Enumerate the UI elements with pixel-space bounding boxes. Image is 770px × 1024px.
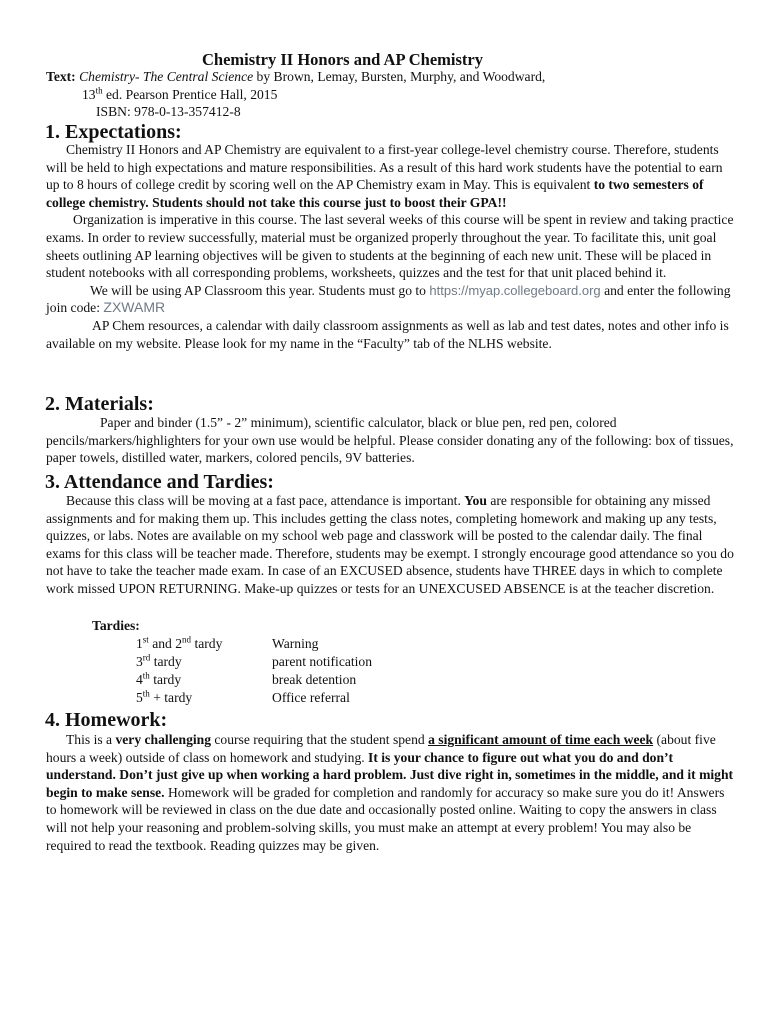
ordinal-suffix: th — [142, 670, 150, 681]
heading-text: Expectations: — [65, 121, 182, 143]
tardy-word: tardy — [191, 636, 223, 651]
paragraph-text: Chemistry II Honors and AP Chemistry are equivalent to a first-year college-level chemistry course. Therefore, students will be held to high expectations and mature responsibilities. As a result of this hard work students have the potential to earn up to 8 hours of college credit by scoring well on the AP Chemistry exam in May. This is equivalent — [46, 142, 723, 193]
ordinal-suffix: th — [142, 688, 150, 699]
paragraph-text: and enter the following join code: — [46, 282, 731, 316]
page-title: Chemistry II Honors and AP Chemistry — [202, 50, 483, 69]
ordinal-suffix: rd — [142, 652, 151, 663]
paragraph-text: Because this class will be moving at a fast pace, attendance is important. — [66, 493, 465, 508]
homework-body — [46, 731, 736, 854]
expectations-body — [46, 141, 736, 352]
paragraph-text: This is a — [66, 732, 116, 747]
expectations-paragraph-2: Organization is imperative in this course. The last several weeks of this course will be spent in review and taking practice exams. In order to review successfully, material must be organized properly throughout the year. To facilitate this, unit goal sheets outlining AP learning objectives will be given to students at the beginning of each new unit. These will be placed in student notebooks with all corresponding problems, worksheets, quizzes and the test for that unit placed behind it. — [46, 212, 734, 281]
tardy-number: 3 — [136, 654, 143, 669]
edition-suffix: th — [95, 85, 103, 96]
join-code: ZXWAMR — [103, 299, 166, 316]
ap-classroom-link[interactable]: https://myap.collegeboard.org — [429, 282, 601, 298]
textbook-info — [46, 68, 736, 121]
tardy-number: 1 — [136, 636, 143, 651]
tardy-count — [136, 671, 181, 689]
bold-text: It is your chance to figure out what you do and don’t understand. Don’t just give up when working a hard problem. Just dive right in, sometimes in the middle, and it might begin to make sense. — [46, 749, 734, 800]
tardy-consequence: Office referral — [272, 690, 350, 705]
attendance-body — [46, 492, 736, 598]
tardy-word: + tardy — [149, 690, 193, 705]
book-authors: by Brown, Lemay, Bursten, Murphy, and Woodward, — [253, 69, 546, 84]
bold-text: very challenging — [115, 732, 211, 747]
text-label: Text: — [46, 69, 76, 84]
isbn-line: ISBN: 978-0-13-357412-8 — [96, 104, 241, 120]
tardy-consequence: parent notification — [272, 654, 373, 669]
edition-number: 13 — [82, 86, 96, 102]
textbook-line — [46, 68, 736, 86]
materials-body — [46, 414, 736, 467]
section-heading-attendance: 3. Attendance and Tardies: — [45, 471, 274, 493]
bold-underlined-text: a significant amount of time each week — [428, 732, 654, 747]
heading-number: 1. — [45, 121, 60, 143]
tardy-consequence: Warning — [272, 636, 319, 651]
book-title: Chemistry- The Central Science — [79, 69, 254, 84]
ordinal-suffix: st — [142, 634, 149, 645]
tardy-count — [136, 689, 192, 707]
section-heading-homework: 4. Homework: — [45, 709, 168, 731]
tardy-number: 4 — [136, 672, 143, 687]
tardy-number: and 2 — [148, 636, 183, 651]
expectations-paragraph-3 — [46, 282, 736, 317]
tardy-consequence: break detention — [272, 672, 357, 687]
paragraph-text: Homework will be graded for completion and randomly for accuracy so make sure you do it! Answers to homework will be reviewed in class on the due date and occasionally posted online. Waiting to copy the answers in class will not help your reasoning and problem-solving skills, you must make an attempt at every problem! You may also be required to read the textbook. Reading quizzes may be given. — [46, 784, 725, 853]
paragraph-text: course requiring that the student spend — [211, 732, 429, 747]
edition-line — [46, 86, 736, 104]
tardy-word: tardy — [150, 654, 182, 669]
ordinal-suffix: nd — [182, 634, 192, 645]
tardy-count — [136, 635, 222, 653]
edition-publisher: ed. Pearson Prentice Hall, 2015 — [102, 86, 278, 102]
materials-paragraph: Paper and binder (1.5” - 2” minimum), scientific calculator, black or blue pen, red pen, colored pencils/markers/highlighters for your own use would be helpful. Please consider donating any of the following: box of tissues, paper towels, distilled water, markers, colored pencils, 9V batteries. — [46, 415, 734, 466]
paragraph-text: We will be using AP Classroom this year. Students must go to — [90, 282, 430, 298]
paragraph-text: are responsible for obtaining any missed assignments and for making them up. This includes getting the class notes, completing homework and making up any tests, quizzes, or labs. Notes are available on my school web page and classwork will be posted to the calendar daily. The final exams for this class will be teacher made. Therefore, students may be exempt. I strongly encourage good attendance so you do not have to take the teacher made exam. In case of an EXCUSED absence, students have THREE days in which to complete work missed UPON RETURNING. Make-up quizzes or tests for an UNEXCUSED ABSENCE is at the teacher discretion. — [46, 493, 734, 596]
bold-text: to two semesters of college chemistry. Students should not take this course just to boost their GPA!! — [46, 177, 704, 210]
expectations-paragraph-1 — [46, 141, 736, 211]
bold-text: You — [464, 493, 487, 508]
homework-paragraph — [46, 731, 736, 854]
tardy-word: tardy — [149, 672, 182, 687]
tardy-count — [136, 653, 182, 671]
attendance-paragraph — [46, 492, 736, 598]
tardy-number: 5 — [136, 690, 143, 705]
tardies-label: Tardies: — [92, 618, 140, 633]
expectations-paragraph-4: AP Chem resources, a calendar with daily classroom assignments as well as lab and test dates, notes and other info is available on my website. Please look for my name in the “Faculty” tab of the NLHS website. — [46, 317, 729, 351]
section-heading-materials: 2. Materials: — [45, 393, 154, 415]
paragraph-text: (about five hours a week) outside of class on homework and studying. — [46, 732, 716, 765]
